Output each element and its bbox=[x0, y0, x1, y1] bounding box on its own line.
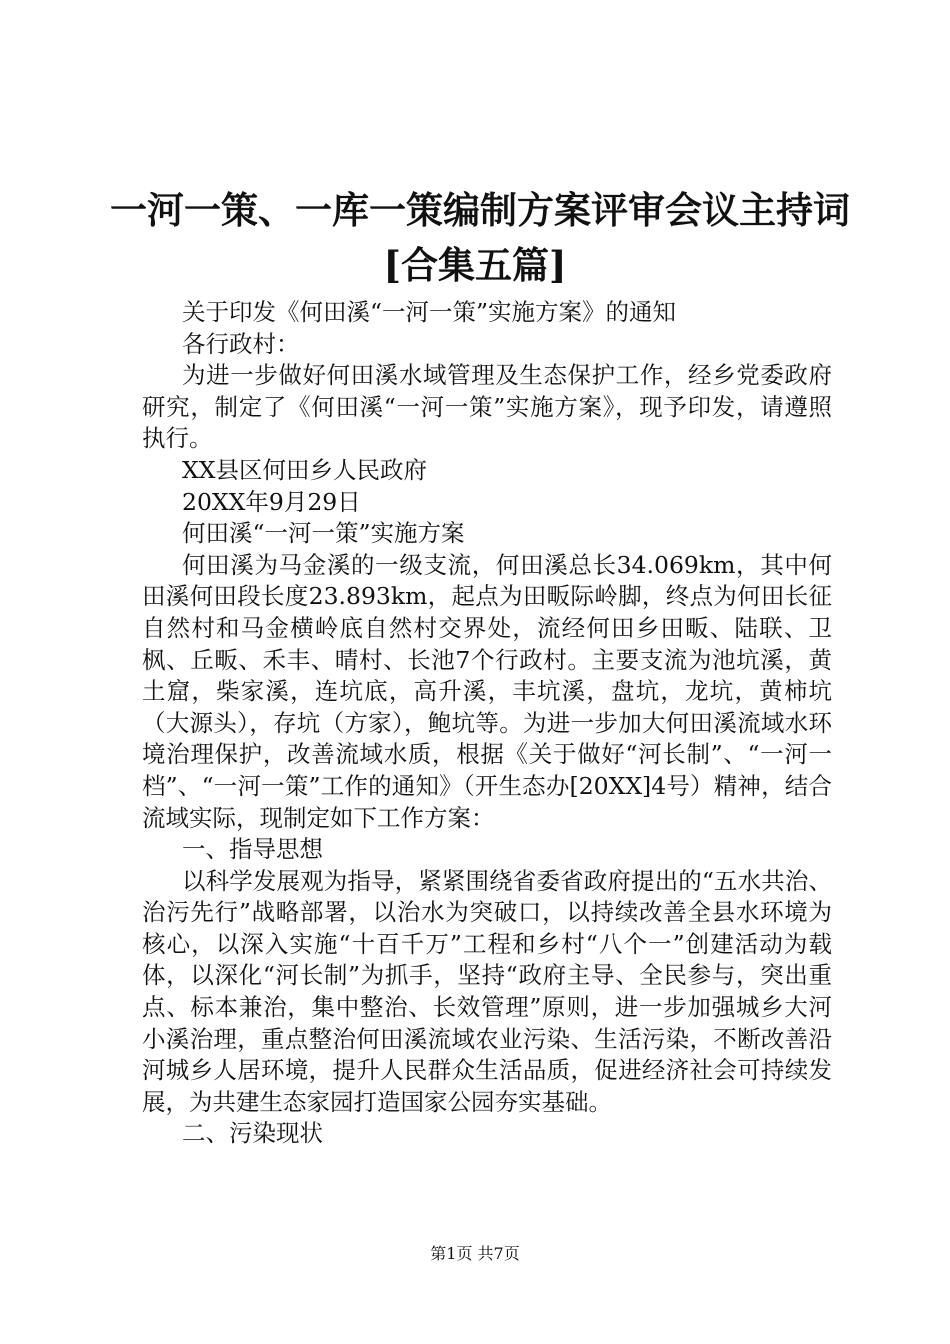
section-heading-1: 一、指导思想 bbox=[182, 835, 323, 864]
section-body-1: 以科学发展观为指导，紧紧围绕省委省政府提出的“五水共治、治污先行”战略部署，以治水为突破口，以持续改善全县水环境为核心，以深入实施“十百千万”工程和乡村“八个一”创建活动为载体，以深化“河长制”为抓手，坚持“政府主导、全民参与，突出重点、标本兼治，集中整治、长效管理”原则，进一步加强城乡大河小溪治理，重点整治何田溪流域农业污染、生活污染，不断改善沿河城乡人居环境，提升人民群众生活品质，促进经济社会可持续发展，为共建生态家园打造国家公园夯实基础。 bbox=[142, 866, 832, 1116]
issuer: XX县区何田乡人民政府 bbox=[182, 455, 427, 484]
plan-overview: 何田溪为马金溪的一级支流，何田溪总长34.069km，其中何田溪何田段长度23.893km，起点为田畈际岭脚，终点为何田长征自然村和马金横岭底自然村交界处，流经何田乡田畈、陆联、卫枫、丘畈、禾丰、晴村、长池7个行政村。主要支流为池坑溪，黄土窟，柴家溪，连坑底，高升溪，丰坑溪，盘坑，龙坑，黄柿坑（大源头），存坑（方家），鲍坑等。为进一步加大何田溪流域水环境治理保护，改善流域水质，根据《关于做好“河长制”、“一河一档”、“一河一策”工作的通知》（开生态办[20XX]4号）精神，结合流域实际，现制定如下工作方案： bbox=[142, 550, 833, 832]
page-number: 第1页 共7页 bbox=[430, 1244, 520, 1263]
plan-title: 何田溪“一河一策”实施方案 bbox=[182, 519, 465, 548]
issue-date: 20XX年9月29日 bbox=[182, 487, 361, 516]
salutation: 各行政村： bbox=[182, 329, 300, 358]
document-body bbox=[142, 297, 832, 1150]
document-title-line1: 一河一策、一库一策编制方案评审会议主持词 bbox=[110, 188, 850, 232]
notice-heading: 关于印发《何田溪“一河一策”实施方案》的通知 bbox=[182, 298, 677, 326]
section-heading-2: 二、污染现状 bbox=[182, 1119, 323, 1148]
notice-body: 为进一步做好何田溪水域管理及生态保护工作，经乡党委政府研究，制定了《何田溪“一河一策”实施方案》，现予印发，请遵照执行。 bbox=[142, 361, 832, 453]
document-title-line2: [合集五篇] bbox=[383, 243, 567, 287]
